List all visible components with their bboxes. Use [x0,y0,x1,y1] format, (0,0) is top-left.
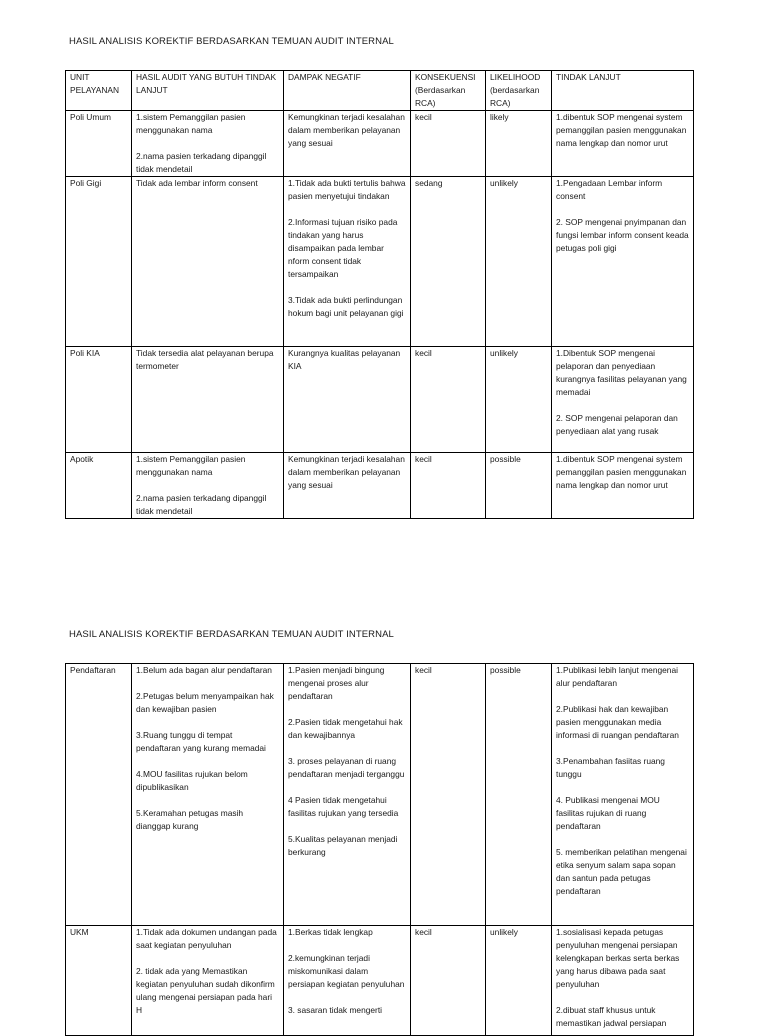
header-unit: UNIT PELAYANAN [66,71,132,111]
cell-unit: Pendaftaran [66,664,132,926]
audit-table-1 [65,70,694,519]
cell-unit: UKM [66,926,132,1036]
header-tindak: TINDAK LANJUT [552,71,694,111]
cell-dampak: Kurangnya kualitas pelayanan KIA [284,347,411,453]
cell-likelihood: possible [486,664,552,926]
cell-likelihood: possible [486,453,552,519]
header-hasil: HASIL AUDIT YANG BUTUH TINDAK LANJUT [132,71,284,111]
cell-likelihood: likely [486,111,552,177]
table-row [66,453,694,519]
cell-hasil: 1.sistem Pemanggilan pasien menggunakan nama 2.nama pasien terkadang dipanggil tidak mendetail [132,453,284,519]
cell-hasil: Tidak tersedia alat pelayanan berupa termometer [132,347,284,453]
table-row [66,664,694,926]
cell-tindak: 1.Publikasi lebih lanjut mengenai alur pendaftaran 2.Publikasi hak dan kewajiban pasien menggunakan media informasi di ruangan pendaftaran 3.Penambahan fasiitas ruang tunggu 4. Publikasi mengenai MOU fasilitas rujukan di ruang pendaftaran 5. memberikan pelatihan mengenai etika senyum salam sapa sopan dan santun pada petugas pendaftaran [552,664,694,926]
cell-konsekuensi: kecil [411,347,486,453]
cell-likelihood: unlikely [486,926,552,1036]
cell-konsekuensi: kecil [411,664,486,926]
cell-dampak: 1.Berkas tidak lengkap 2.kemungkinan terjadi miskomunikasi dalam persiapan kegiatan penyuluhan 3. sasaran tidak mengerti [284,926,411,1036]
table-row [66,347,694,453]
cell-unit: Poli Umum [66,111,132,177]
cell-hasil: 1.Belum ada bagan alur pendaftaran 2.Petugas belum menyampaikan hak dan kewajiban pasien 3.Ruang tunggu di tempat pendaftaran yang kurang memadai 4.MOU fasilitas rujukan belom dipublikasikan 5.Keramahan petugas masih dianggap kurang [132,664,284,926]
cell-tindak: 1.sosialisasi kepada petugas penyuluhan mengenai persiapan kelengkapan berkas serta berkas yang harus dibawa pada saat penyuluhan 2.dibuat staff khusus untuk memastikan jadwal persiapan [552,926,694,1036]
cell-unit: Apotik [66,453,132,519]
table-row [66,177,694,347]
cell-likelihood: unlikely [486,347,552,453]
cell-tindak: 1.Dibentuk SOP mengenai pelaporan dan penyediaan kurangnya fasilitas pelayanan yang memadai 2. SOP mengenai pelaporan dan penyediaan alat yang rusak [552,347,694,453]
table1-title: HASIL ANALISIS KOREKTIF BERDASARKAN TEMUAN AUDIT INTERNAL [69,36,394,47]
header-konsekuensi: KONSEKUENSI (Berdasarkan RCA) [411,71,486,111]
audit-table-2 [65,663,694,1036]
cell-dampak: Kemungkinan terjadi kesalahan dalam memberikan pelayanan yang sesuai [284,111,411,177]
header-dampak: DAMPAK NEGATIF [284,71,411,111]
table2-title: HASIL ANALISIS KOREKTIF BERDASARKAN TEMUAN AUDIT INTERNAL [69,629,394,640]
cell-dampak: 1.Pasien menjadi bingung mengenai proses alur pendaftaran 2.Pasien tidak mengetahui hak dan kewajibannya 3. proses pelayanan di ruang pendaftaran menjadi terganggu 4 Pasien tidak mengetahui fasilitas rujukan yang tersedia 5.Kualitas pelayanan menjadi berkurang [284,664,411,926]
cell-dampak: 1.Tidak ada bukti tertulis bahwa pasien menyetujui tindakan 2.Informasi tujuan risiko pada tindakan yang harus disampaikan pada lembar nform consent tidak tersampaikan 3.Tidak ada bukti perlindungan hokum bagi unit pelayanan gigi [284,177,411,347]
cell-konsekuensi: kecil [411,926,486,1036]
cell-hasil: 1.sistem Pemanggilan pasien menggunakan nama 2.nama pasien terkadang dipanggil tidak mendetail [132,111,284,177]
cell-hasil: 1.Tidak ada dokumen undangan pada saat kegiatan penyuluhan 2. tidak ada yang Memastikan kegiatan penyuluhan sudah dikonfirm ulang mengenai persiapan pada hari H [132,926,284,1036]
table-row [66,926,694,1036]
cell-tindak: 1.dibentuk SOP mengenai system pemanggilan pasien menggunakan nama lengkap dan nomor urut [552,111,694,177]
cell-konsekuensi: sedang [411,177,486,347]
cell-konsekuensi: kecil [411,111,486,177]
table-row [66,111,694,177]
cell-unit: Poli Gigi [66,177,132,347]
header-likelihood: LIKELIHOOD (berdasarkan RCA) [486,71,552,111]
cell-tindak: 1.dibentuk SOP mengenai system pemanggilan pasien menggunakan nama lengkap dan nomor urut [552,453,694,519]
table-header-row [66,71,694,111]
cell-tindak: 1.Pengadaan Lembar inform consent 2. SOP mengenai pnyimpanan dan fungsi lembar inform consent keada petugas poli gigi [552,177,694,347]
cell-hasil: Tidak ada lembar inform consent [132,177,284,347]
cell-konsekuensi: kecil [411,453,486,519]
cell-likelihood: unlikely [486,177,552,347]
cell-dampak: Kemungkinan terjadi kesalahan dalam memberikan pelayanan yang sesuai [284,453,411,519]
cell-unit: Poli KIA [66,347,132,453]
